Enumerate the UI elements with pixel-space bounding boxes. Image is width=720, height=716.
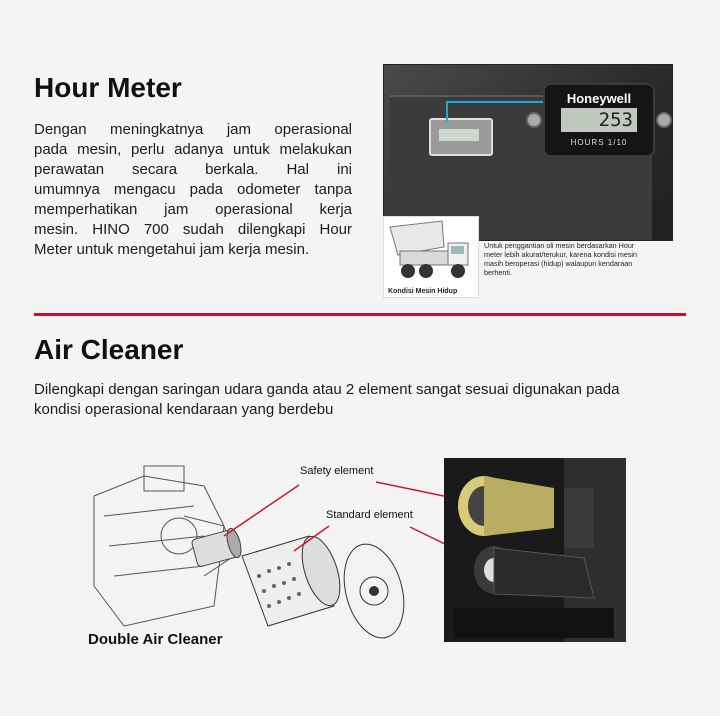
engine-photo: [444, 458, 626, 642]
paragraph-line: Meter untuk mengetahui jam kerja mesin.: [34, 241, 310, 258]
meter-link-line: [446, 101, 448, 121]
callout-line: [224, 485, 299, 536]
note-line: Untuk penggantian oli mesin berdasarkan Hour: [484, 241, 635, 250]
air-cleaner-photo: [444, 458, 626, 642]
hour-meter-photo: [383, 64, 673, 241]
safety-element-icon: [191, 527, 244, 567]
paragraph-line: pada mesin, perlu adanya untuk melakukan: [34, 141, 352, 158]
small-hour-meter: [429, 118, 493, 156]
dump-truck-image: [383, 216, 479, 298]
standard-element-label: Standard element: [326, 509, 413, 521]
note-line: masih beroperasi (hidup) walaupun kendaraan: [484, 259, 633, 268]
screw-icon: [656, 112, 672, 128]
paragraph-line: memperhatikan jam operasional kerja: [34, 201, 352, 218]
hour-meter-paragraph: [34, 120, 352, 260]
section-divider: [34, 313, 686, 316]
paragraph-line: mesin. HINO 700 sudah dilengkapi Hour: [34, 221, 352, 238]
dump-truck-icon: [384, 217, 478, 289]
paragraph-line: kondisi operasional kendaraan yang berdebu: [34, 401, 334, 418]
double-air-cleaner-caption: Double Air Cleaner: [88, 631, 223, 648]
hour-meter-title: Hour Meter: [34, 72, 182, 103]
air-cleaner-diagram: [84, 456, 444, 656]
paragraph-line: umumnya mengacu pada odometer tanpa: [34, 181, 352, 198]
meter-units: HOURS 1/10: [570, 138, 628, 147]
note-line: berhenti.: [484, 268, 512, 277]
paragraph-line: Dengan meningkatnya jam operasional: [34, 121, 352, 138]
note-line: meter lebih akurat/terukur, karena kondisi mesin: [484, 250, 638, 259]
air-cleaner-paragraph: [34, 380, 694, 420]
meter-display: 253: [561, 108, 637, 132]
hour-meter-note: [484, 241, 674, 277]
meter-link-line: [446, 101, 546, 103]
paragraph-line: perawatan secara berkala. Hal ini: [34, 161, 352, 178]
standard-element-icon: [242, 532, 347, 626]
cover-cap-icon: [335, 537, 414, 644]
paragraph-line: Dilengkapi dengan saringan udara ganda atau 2 element sangat sesuai digunakan pada: [34, 381, 620, 398]
truck-caption: Kondisi Mesin Hidup: [388, 288, 458, 295]
air-cleaner-title: Air Cleaner: [34, 334, 184, 365]
screw-icon: [526, 112, 542, 128]
safety-element-label: Safety element: [300, 465, 374, 477]
meter-brand: Honeywell: [566, 91, 632, 106]
honeywell-hour-meter: [543, 83, 655, 157]
